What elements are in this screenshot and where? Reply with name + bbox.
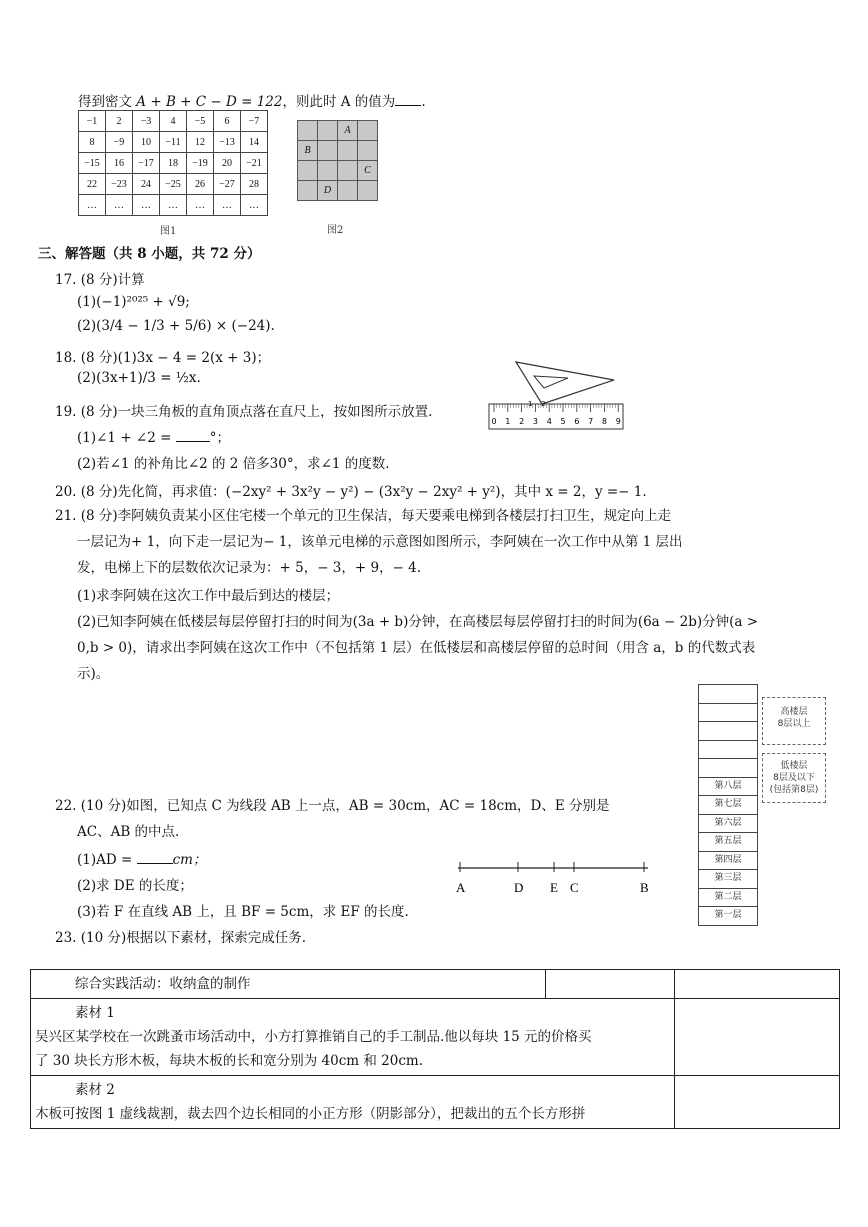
letter-grid-table [297, 120, 378, 201]
high-floor-box: 高楼层 8层以上 [762, 697, 826, 745]
q21-part2-line3: 示)。 [77, 666, 110, 682]
letter-cell [358, 121, 378, 141]
segment-figure [450, 858, 660, 900]
grid-cell: 16 [106, 153, 133, 174]
letter-cell: C [358, 161, 378, 181]
grid-cell: −11 [160, 132, 187, 153]
material-1-line1: 吴兴区某学校在一次跳蚤市场活动中，小方打算推销自己的手工制品.他以每块 15 元的价格买 [35, 1029, 592, 1045]
q21-part2-line1: (2)已知李阿姨在低楼层每层停留打扫的时间为(3a + b)分钟，在高楼层每层停留打扫的时间为(6a − 2b)分钟(a > [77, 614, 759, 630]
q18-part2: (2)(3x+1)/3 = ½x. [77, 370, 201, 386]
elevator-floor [699, 741, 757, 760]
grid-cell: … [133, 195, 160, 216]
grid-cell: 6 [214, 111, 241, 132]
ruler-tick-label: 5 [560, 417, 566, 426]
grid-cell: −1 [79, 111, 106, 132]
materials-table [30, 969, 840, 1129]
angle-1-label: 1 [528, 400, 533, 408]
segment-point-label: B [640, 880, 649, 895]
q22-line1: 22. (10 分)如图，已知点 C 为线段 AB 上一点，AB = 30cm，AC = 18cm，D、E 分别是 [55, 798, 610, 814]
material-1-label: 素材 1 [75, 1005, 115, 1021]
segment-point-label: A [456, 880, 466, 895]
grid-cell: −17 [133, 153, 160, 174]
elevator-floor: 第八层 [699, 778, 757, 797]
q21-line1: 21. (8 分)李阿姨负责某小区住宅楼一个单元的卫生保洁，每天要乘电梯到各楼层打扫卫生，规定向上走 [55, 508, 672, 524]
table-empty-cell [675, 970, 840, 999]
q21-line2: 一层记为+ 1，向下走一层记为− 1，该单元电梯的示意图如图所示，李阿姨在一次工作中从第 1 层出 [77, 534, 683, 550]
letter-cell [298, 181, 318, 201]
ruler-tick-label: 3 [532, 417, 538, 426]
grid-cell: … [106, 195, 133, 216]
elevator-floor: 第五层 [699, 833, 757, 852]
grid-cell: 8 [79, 132, 106, 153]
letter-cell [338, 161, 358, 181]
table-empty-cell [675, 999, 840, 1076]
grid-cell: … [187, 195, 214, 216]
low-floor-box: 低楼层 8层及以下 (包括第8层) [762, 753, 826, 803]
material-1-cell [31, 999, 675, 1076]
letter-cell [318, 141, 338, 161]
table-empty-cell [675, 1076, 840, 1129]
grid-cell: 2 [106, 111, 133, 132]
elevator-floor: 第四层 [699, 852, 757, 871]
grid-cell: −13 [214, 132, 241, 153]
elevator-floor: 第二层 [699, 889, 757, 908]
number-grid-table [78, 110, 268, 216]
ruler-tick-label: 7 [588, 417, 594, 426]
answer-blank [395, 92, 421, 106]
ruler-tick-label: 9 [615, 417, 621, 426]
letter-cell: A [338, 121, 358, 141]
grid-cell: −9 [106, 132, 133, 153]
ruler-tick-label: 6 [574, 417, 580, 426]
material-1-line2: 了 30 块长方形木板，每块木板的长和宽分别为 40cm 和 20cm. [35, 1053, 424, 1069]
letter-cell [338, 141, 358, 161]
grid-cell: −25 [160, 174, 187, 195]
material-2-cell [31, 1076, 675, 1129]
grid-cell: … [241, 195, 268, 216]
letter-cell [298, 161, 318, 181]
grid-cell: … [160, 195, 187, 216]
grid-cell: −23 [106, 174, 133, 195]
elevator-floor [699, 704, 757, 723]
ruler-tick-label: 1 [505, 417, 511, 426]
letter-cell [318, 121, 338, 141]
q20-text: 20. (8 分)先化简，再求值：(−2xy² + 3x²y − y²) − (3x²y − 2xy² + y²)，其中 x = 2，y =− 1. [55, 484, 647, 500]
figure-1-caption: 图1 [160, 226, 177, 237]
grid-cell: 24 [133, 174, 160, 195]
q19-part2: (2)若∠1 的补角比∠2 的 2 倍多30°，求∠1 的度数. [77, 456, 390, 472]
letter-cell: B [298, 141, 318, 161]
elevator-floor: 第一层 [714, 910, 742, 920]
equation: A + B + C − D = 122 [136, 94, 283, 110]
segment-point-label: D [514, 880, 524, 895]
q17-part1: (1)(−1)²⁰²⁵ + √9; [77, 294, 190, 310]
q19-heading: 19. (8 分)一块三角板的直角顶点落在直尺上，按如图所示放置. [55, 404, 433, 420]
grid-cell: −7 [241, 111, 268, 132]
grid-cell: 26 [187, 174, 214, 195]
top-line: 得到密文 A + B + C − D = 122，则此时 A 的值为 . [78, 94, 426, 110]
q21-part1: (1)求李阿姨在这次工作中最后到达的楼层； [77, 588, 340, 604]
grid-cell: 22 [79, 174, 106, 195]
ruler-tick-label: 4 [546, 417, 552, 426]
material-2-label: 素材 2 [75, 1082, 115, 1098]
q17-heading: 17. (8 分)计算 [55, 272, 145, 288]
grid-cell: −27 [214, 174, 241, 195]
letter-cell [338, 181, 358, 201]
letter-cell [358, 181, 378, 201]
q21-part2-line2: 0,b > 0)，请求出李阿姨在这次工作中（不包括第 1 层）在低楼层和高楼层停留的总时间（用含 a，b 的代数式表 [77, 640, 756, 656]
grid-cell: 18 [160, 153, 187, 174]
segment-ticks [456, 862, 649, 895]
grid-cell: 4 [160, 111, 187, 132]
grid-cell: 20 [214, 153, 241, 174]
figure-1 [78, 110, 268, 237]
section-heading: 三、解答题（共 8 小题，共 72 分） [38, 246, 261, 262]
elevator-floor [699, 722, 757, 741]
q19-part1: (1)∠1 + ∠2 = °； [77, 430, 230, 446]
q17-part2: (2)(3/4 − 1/3 + 5/6) × (−24). [77, 318, 275, 334]
letter-cell [298, 121, 318, 141]
segment-point-label: C [570, 880, 579, 895]
set-square-outer [516, 362, 614, 404]
elevator-floor [699, 685, 757, 704]
q21-line3: 发，电梯上下的层数依次记录为：+ 5，− 3，+ 9，− 4. [77, 560, 422, 576]
ad-answer-blank [137, 850, 173, 864]
figure-2 [297, 120, 378, 236]
table-empty-cell [545, 970, 675, 999]
ruler-tick-label: 8 [601, 417, 607, 426]
table-title: 综合实践活动：收纳盒的制作 [31, 970, 546, 999]
grid-cell: 10 [133, 132, 160, 153]
q22-part1: (1)AD = cm； [77, 852, 207, 868]
q23-heading: 23. (10 分)根据以下素材，探索完成任务. [55, 930, 307, 946]
material-2-line1: 木板可按图 1 虚线裁割，裁去四个边长相同的小正方形（阴影部分），把裁出的五个长方形拼 [35, 1106, 586, 1122]
grid-cell: 14 [241, 132, 268, 153]
grid-cell: 28 [241, 174, 268, 195]
angle-answer-blank [176, 428, 210, 442]
q18-heading: 18. (8 分)(1)3x − 4 = 2(x + 3)； [55, 350, 271, 366]
q22-part3: (3)若 F 在直线 AB 上，且 BF = 5cm，求 EF 的长度. [77, 904, 409, 920]
grid-cell: … [214, 195, 241, 216]
grid-cell: … [79, 195, 106, 216]
grid-cell: −3 [133, 111, 160, 132]
elevator-floor: 第三层 [699, 870, 757, 889]
segment-point-label: E [550, 880, 558, 895]
grid-cell: −21 [241, 153, 268, 174]
q22-line2: AC、AB 的中点. [77, 824, 180, 840]
elevator-diagram [698, 684, 758, 926]
elevator-floor: 第七层 [699, 796, 757, 815]
grid-cell: −19 [187, 153, 214, 174]
letter-cell [358, 141, 378, 161]
grid-cell: 12 [187, 132, 214, 153]
letter-cell: D [318, 181, 338, 201]
q22-part2: (2)求 DE 的长度； [77, 878, 193, 894]
angle-2-label: 2 [541, 400, 546, 408]
grid-cell: −15 [79, 153, 106, 174]
grid-cell: −5 [187, 111, 214, 132]
elevator-floor [699, 759, 757, 778]
elevator-floor: 第六层 [699, 815, 757, 834]
set-square-inner [534, 376, 568, 388]
ruler-tick-label: 2 [519, 417, 525, 426]
ruler-tick-label: 0 [491, 417, 497, 426]
letter-cell [318, 161, 338, 181]
figure-2-caption: 图2 [327, 225, 344, 236]
triangle-ruler-figure [486, 354, 626, 434]
